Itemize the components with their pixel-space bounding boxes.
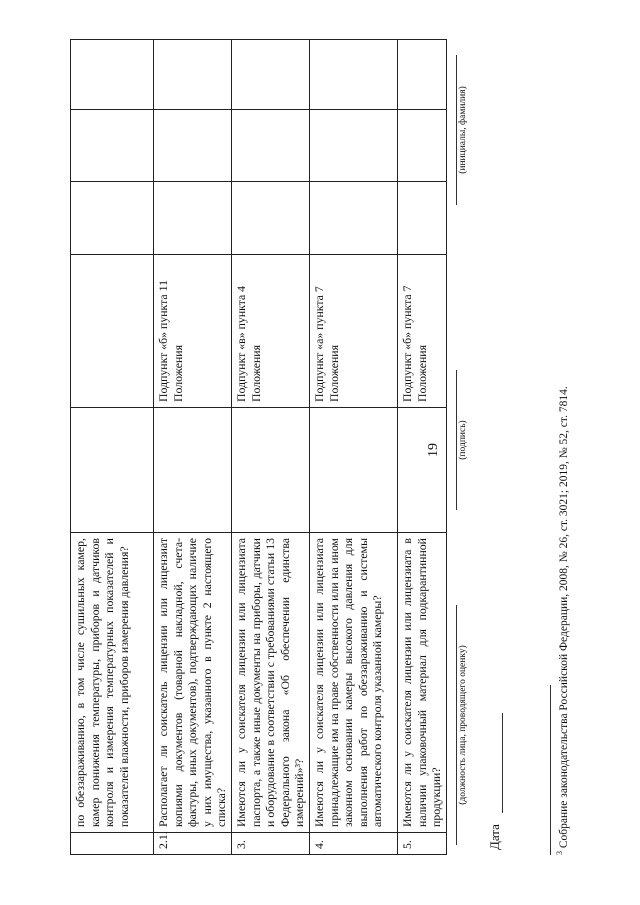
page-number: 19 [426,443,441,457]
table-row [71,40,154,855]
empty-cell [231,182,309,255]
empty-cell [309,110,397,182]
empty-cell [309,40,397,110]
position-caption: (должность лица, проводящего оценку) [458,645,468,805]
empty-cell [154,110,232,182]
question-cell: Располагает ли соискатель лицензии или лицензиат копиями документов (товарной накладной, счета-фактуры, иных документов), подтверждающих наличие у них имущества, указанного в пункте 2 настоящего списка? [154,533,232,833]
date-label: Дата [487,824,502,850]
row-number: 4. [309,833,397,855]
question-cell: Имеются ли у соискателя лицензии или лицензиата паспорта, а также иные документы на приборы, датчики и оборудование в соответствии с требованиями статьи 13 Федерального закона «Об обеспечении единства измерений»³? [231,533,309,833]
empty-cell [397,182,446,255]
question-cell: по обеззараживанию, в том числе сушильных камер, камер понижения температуры, приборов и датчиков контроля и измерения температурных показателей и показателей влажности, приборов измерения давления? [71,533,154,833]
name-caption: (инициалы, фамилия) [458,86,468,174]
empty-cell [154,40,232,110]
reference-cell: Подпункт «б» пункта 11 Положения [154,255,232,408]
empty-cell [71,408,154,533]
reference-cell: Подпункт «а» пункта 7 Положения [309,255,397,408]
reference-cell [71,255,154,408]
empty-cell [309,182,397,255]
table-row [309,40,397,855]
empty-cell [397,408,446,533]
footnote-marker: 3 [555,851,564,855]
question-cell: Имеются ли у соискателя лицензии или лицензиата принадлежащие им на праве собственности или на ином законном основании камеры высокого давления для выполнения работ по обеззараживанию и системы автоматического контроля указанной камеры? [309,533,397,833]
table-row [154,40,232,855]
table-row [397,40,446,855]
empty-cell [309,408,397,533]
reference-cell: Подпункт «в» пункта 4 Положения [231,255,309,408]
signature-line [456,370,457,510]
empty-cell [71,110,154,182]
empty-cell [154,408,232,533]
empty-cell [154,182,232,255]
signature-caption: (подпись) [458,420,468,460]
checklist-table [70,39,447,855]
row-number: 2.1. [154,833,232,855]
footnote-text: Собрание законодательства Российской Федерации, 2008, № 26, ст. 3021; 2019, № 52, ст. 7814. [557,386,570,851]
row-number: 3. [231,833,309,855]
date-line [502,713,503,813]
empty-cell [231,408,309,533]
footnote-separator [550,685,551,855]
table-row [231,40,309,855]
reference-cell: Подпункт «б» пункта 7 Положения [397,255,446,408]
footnote [555,386,570,855]
empty-cell [397,110,446,182]
empty-cell [71,182,154,255]
empty-cell [397,40,446,110]
question-cell: Имеются ли у соискателя лицензии или лицензиата в наличии упаковочный материал для подкарантинной продукции? [397,533,446,833]
empty-cell [231,110,309,182]
name-line [456,55,457,205]
empty-cell [71,40,154,110]
row-number: 5. [397,833,446,855]
row-number [71,833,154,855]
empty-cell [231,40,309,110]
position-line [456,605,457,845]
